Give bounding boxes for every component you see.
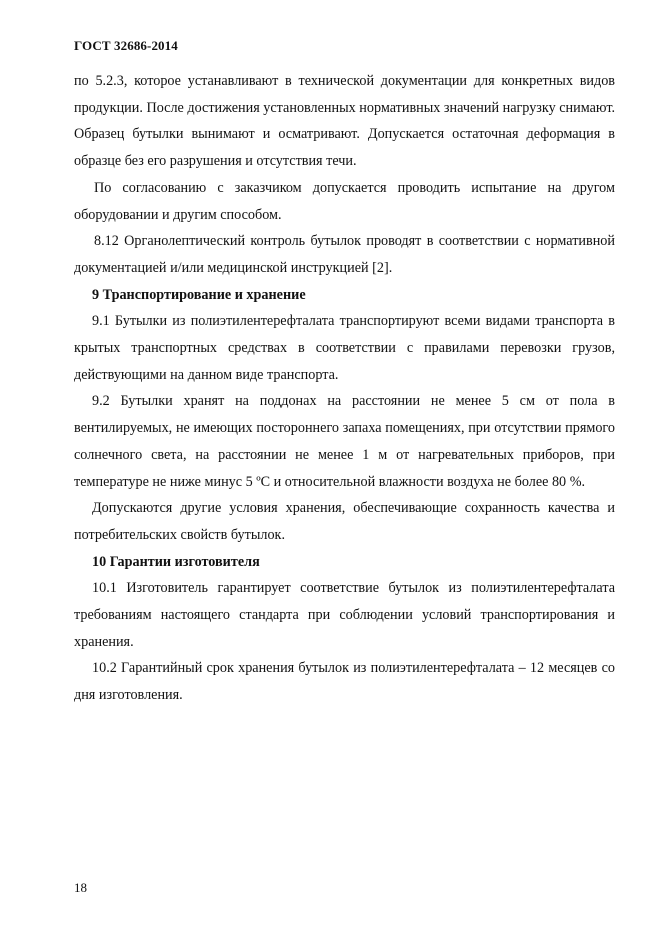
paragraph-storage-other-conditions: Допускаются другие условия хранения, обеспечивающие сохранность качества и потребительских свойств бутылок. xyxy=(74,500,615,543)
document-header: ГОСТ 32686-2014 xyxy=(74,38,178,53)
section-heading-manufacturer-warranty: 10 Гарантии изготовителя xyxy=(92,553,260,570)
paragraph-test-continuation: по 5.2.3, которое устанавливают в технической документации для конкретных видов продукции. После достижения установленных нормативных значений нагрузку снимают. Образец бутылки вынимают и осматривают. Допускается остаточная деформация в образце без его разрушения и отсутствия течи. xyxy=(74,73,615,170)
paragraph-10-2: 10.2 Гарантийный срок хранения бутылок из полиэтилентерефталата – 12 месяцев со дня изготовления. xyxy=(74,660,615,704)
paragraph-alternative-test: По согласованию с заказчиком допускается проводить испытание на другом оборудовании и другим способом. xyxy=(74,179,615,223)
paragraph-9-1: 9.1 Бутылки из полиэтилентерефталата транспортируют всеми видами транспорта в крытых транспортных средствах в соответствии с правилами перевозки грузов, действующими на данном виде транспорта. xyxy=(74,313,615,383)
paragraph-organoleptic-control: 8.12 Органолептический контроль бутылок проводят в соответствии с нормативной документацией и/или медицинской инструкцией [2]. xyxy=(74,233,615,276)
section-heading-transport-storage: 9 Транспортирование и хранение xyxy=(92,286,306,303)
page-number: 18 xyxy=(74,880,87,895)
paragraph-10-1: 10.1 Изготовитель гарантирует соответствие бутылок из полиэтилентерефталата требованиям настоящего стандарта при соблюдении условий транспортирования и хранения. xyxy=(74,580,615,650)
paragraph-9-2: 9.2 Бутылки хранят на поддонах на расстоянии не менее 5 см от пола в вентилируемых, не имеющих постороннего запаха помещениях, при отсутствии прямого солнечного света, на расстоянии не менее 1 м от нагревательных приборов, при температуре не ниже минус 5 ºС и относительной влажности воздуха не более 80 %. xyxy=(74,393,615,490)
document-body xyxy=(74,68,615,709)
